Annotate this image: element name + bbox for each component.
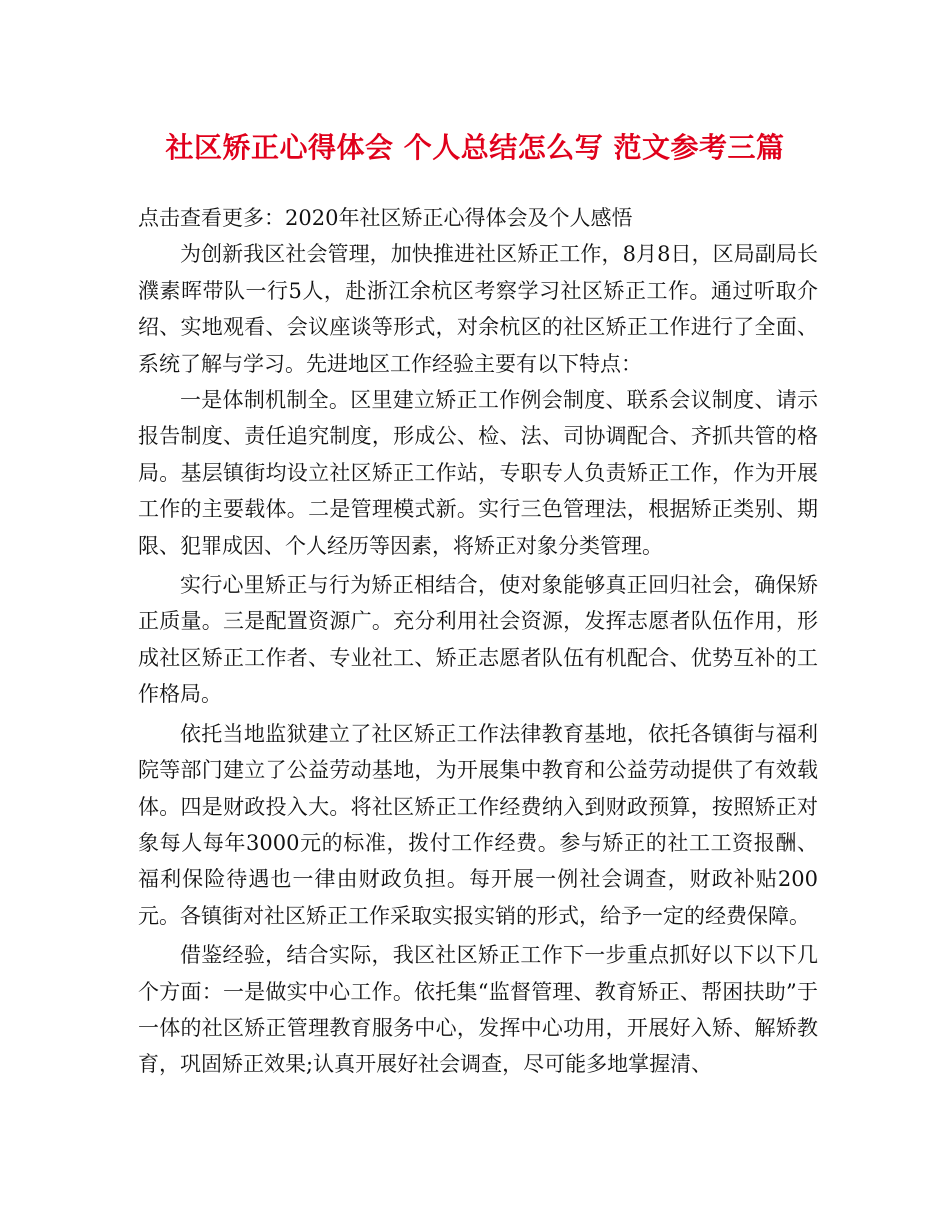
paragraph-5: 借鉴经验，结合实际，我区社区矫正工作下一步重点抓好以下以下几个方面：一是做实中心工作。依托集“监督管理、教育矫正、帮困扶助”于一体的社区矫正管理教育服务中心，发挥中心功用，开展好入矫、解矫教育，巩固矫正效果;认真开展好社会调查，尽可能多地掌握清、 [138, 943, 818, 1077]
more-link[interactable]: 点击查看更多：2020年社区矫正心得体会及个人感悟 [138, 206, 633, 230]
paragraph-3: 实行心里矫正与行为矫正相结合，使对象能够真正回归社会，确保矫正质量。三是配置资源广。充分利用社会资源，发挥志愿者队伍作用，形成社区矫正工作者、专业社工、矫正志愿者队伍有机配合、优势互补的工作格局。 [138, 573, 818, 707]
paragraph-4: 依托当地监狱建立了社区矫正工作法律教育基地，依托各镇街与福利院等部门建立了公益劳动基地，为开展集中教育和公益劳动提供了有效载体。四是财政投入大。将社区矫正工作经费纳入到财政预算，按照矫正对象每人每年3000元的标准，拨付工作经费。参与矫正的社工工资报酬、福利保险待遇也一律由财政负担。每开展一例社会调查，财政补贴200元。各镇街对社区矫正工作采取实报实销的形式，给予一定的经费保障。 [138, 721, 818, 928]
paragraph-2: 一是体制机制全。区里建立矫正工作例会制度、联系会议制度、请示报告制度、责任追究制度，形成公、检、法、司协调配合、齐抓共管的格局。基层镇街均设立社区矫正工作站，专职专人负责矫正工作，作为开展工作的主要载体。二是管理模式新。实行三色管理法，根据矫正类别、期限、犯罪成因、个人经历等因素，将矫正对象分类管理。 [138, 388, 818, 558]
document-title: 社区矫正心得体会 个人总结怎么写 范文参考三篇 [165, 131, 785, 164]
document-body [138, 200, 818, 1083]
paragraph-1: 为创新我区社会管理，加快推进社区矫正工作，8月8日，区局副局长濮素晖带队一行5人，赴浙江余杭区考察学习社区矫正工作。通过听取介绍、实地观看、会议座谈等形式，对余杭区的社区矫正工作进行了全面、系统了解与学习。先进地区工作经验主要有以下特点： [138, 242, 818, 376]
